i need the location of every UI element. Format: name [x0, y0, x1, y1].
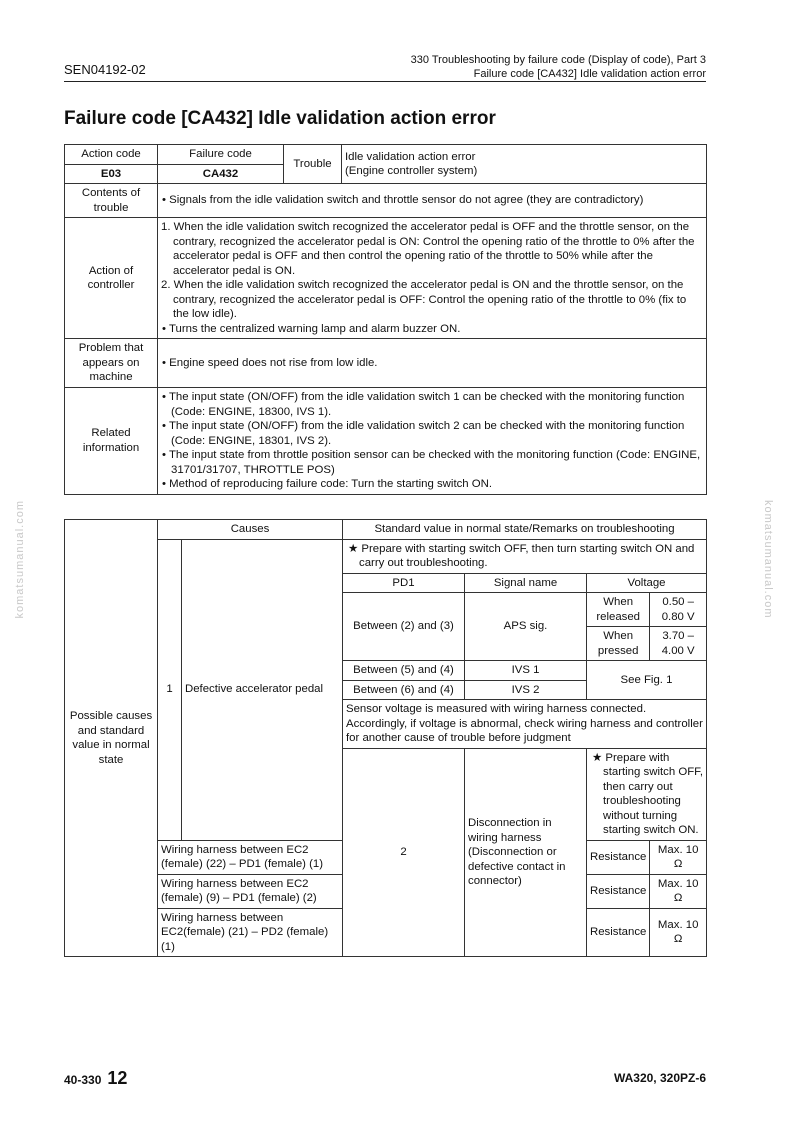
- problem-cell: [158, 339, 707, 388]
- failure-info-table: [64, 144, 707, 495]
- cause-2-note: [587, 748, 707, 840]
- page-number: [64, 1068, 127, 1089]
- cause-2-name: Disconnection in wiring harness (Disconnection or defective contact in connector): [465, 748, 587, 957]
- action-cell: [158, 218, 707, 339]
- related-cell: [158, 388, 707, 495]
- action-bullet-text: Turns the centralized warning lamp and alarm buzzer ON.: [168, 322, 461, 335]
- trouble-text: [342, 145, 707, 184]
- signal-aps: APS sig.: [465, 593, 587, 661]
- header-section-title: 330 Troubleshooting by failure code (Display of code), Part 3: [410, 54, 706, 66]
- cause-2-note-text: Prepare with starting switch OFF, then carry out troubleshooting without turning starting switch ON.: [603, 751, 704, 836]
- harness-row-1-value: Max. 10 Ω: [650, 840, 707, 874]
- related-item-4: • Method of reproducing failure code: Turn the starting switch ON.: [162, 478, 493, 490]
- see-fig-1: See Fig. 1: [587, 661, 707, 700]
- related-item-3: • The input state from throttle position sensor can be checked with the monitoring function (Code: ENGINE, 31701/31707, THROTTLE POS): [162, 449, 701, 476]
- col-signal-header: Signal name: [465, 573, 587, 593]
- action-code-value: E03: [65, 164, 158, 184]
- related-text-1: The input state (ON/OFF) from the idle validation switch 1 can be checked with the monitoring function (Code: ENGINE, 18300, IVS 1).: [168, 391, 685, 418]
- watermark-left: komatsumanual.com: [14, 500, 26, 619]
- harness-row-3-item: Wiring harness between EC2(female) (21) – PD2 (female) (1): [158, 908, 343, 957]
- signal-ivs1: IVS 1: [465, 661, 587, 681]
- cause-2-note-item: ★ Prepare with starting switch OFF, then carry out troubleshooting without turning starting switch ON.: [592, 751, 704, 836]
- contents-text: Signals from the idle validation switch and throttle sensor do not agree (they are contradictory): [169, 194, 644, 207]
- action-item-1: 1. When the idle validation switch recognized the accelerator pedal is OFF and the throttle sensor, on the contrary, recognized the accelerator pedal is ON: Control the opening ratio of the throttle to 0% after the accelerator pedal is OFF and then control the opening ratio of the throttle to 50% while after the accelerator pedal is ON.: [161, 221, 695, 277]
- failure-code-label: Failure code: [158, 145, 284, 165]
- action-item-2: 2. When the idle validation switch recognized the accelerator pedal is ON and the throttle sensor, on the contrary, recognized the accelerator pedal is OFF: Control the opening ratio of the throttle to 0% (fix to the low idle).: [161, 279, 687, 320]
- related-item-2: • The input state (ON/OFF) from the idle validation switch 2 can be checked with the monitoring function (Code: ENGINE, 18301, IVS 2).: [162, 420, 685, 447]
- trouble-label: Trouble: [284, 145, 342, 184]
- possible-causes-label: Possible causes and standard value in normal state: [65, 520, 158, 957]
- action-code-label: Action code: [65, 145, 158, 165]
- causes-table: [64, 519, 707, 957]
- cause-1-note-item: ★ Prepare with starting switch OFF, then turn starting switch ON and carry out troubleshooting.: [348, 542, 695, 569]
- trouble-line-1: Idle validation action error: [345, 150, 476, 163]
- cause-1-number: 1: [158, 539, 182, 840]
- header-rule: [64, 81, 706, 82]
- problem-label: Problem that appears on machine: [65, 339, 158, 388]
- harness-row-2-item: Wiring harness between EC2 (female) (9) – PD1 (female) (2): [158, 874, 343, 908]
- problem-text: Engine speed does not rise from low idle.: [169, 356, 378, 369]
- watermark-right: komatsumanual.com: [762, 500, 774, 619]
- related-label: Related information: [65, 388, 158, 495]
- cause-2-number: 2: [343, 748, 465, 957]
- trouble-line-2: (Engine controller system): [345, 165, 478, 177]
- harness-row-2-value: Max. 10 Ω: [650, 874, 707, 908]
- contents-item: • Signals from the idle validation switch and throttle sensor do not agree (they are contradictory): [162, 194, 644, 207]
- harness-row-1-item: Wiring harness between EC2 (female) (22) – PD1 (female) (1): [158, 840, 343, 874]
- related-text-2: The input state (ON/OFF) from the idle validation switch 2 can be checked with the monitoring function (Code: ENGINE, 18301, IVS 2).: [168, 420, 685, 447]
- cause-1-note: [343, 539, 707, 573]
- cause-1-remark: Sensor voltage is measured with wiring harness connected. Accordingly, if voltage is abnormal, check wiring harness and controller for another cause of trouble before judgment: [343, 700, 707, 749]
- page-no: 12: [107, 1068, 128, 1088]
- related-item-1: • The input state (ON/OFF) from the idle validation switch 1 can be checked with the monitoring function (Code: ENGINE, 18300, IVS 1).: [162, 391, 685, 418]
- when-pressed-label: When pressed: [587, 627, 650, 661]
- header-subsection-title: Failure code [CA432] Idle validation action error: [473, 68, 706, 80]
- pd1-between-6-4: Between (6) and (4): [343, 680, 465, 700]
- failure-code-value: CA432: [158, 164, 284, 184]
- contents-label: Contents of trouble: [65, 184, 158, 218]
- harness-row-3-value: Max. 10 Ω: [650, 908, 707, 957]
- contents-cell: [158, 184, 707, 218]
- cause-1-note-text: Prepare with starting switch OFF, then turn starting switch ON and carry out troubleshooting.: [359, 542, 695, 569]
- problem-item: • Engine speed does not rise from low idle.: [162, 356, 378, 369]
- when-released-label: When released: [587, 593, 650, 627]
- related-text-4: Method of reproducing failure code: Turn the starting switch ON.: [169, 478, 493, 490]
- header-section: [411, 53, 706, 81]
- harness-row-2-check: Resistance: [587, 874, 650, 908]
- harness-row-1-check: Resistance: [587, 840, 650, 874]
- action-label: Action of controller: [65, 218, 158, 339]
- released-voltage: 0.50 – 0.80 V: [650, 593, 707, 627]
- pd1-between-2-3: Between (2) and (3): [343, 593, 465, 661]
- signal-ivs2: IVS 2: [465, 680, 587, 700]
- harness-row-3-check: Resistance: [587, 908, 650, 957]
- page-title: Failure code [CA432] Idle validation action error: [64, 108, 496, 129]
- standard-header: Standard value in normal state/Remarks on troubleshooting: [343, 520, 707, 540]
- related-text-3: The input state from throttle position sensor can be checked with the monitoring function (Code: ENGINE, 31701/31707, THROTTLE POS): [168, 449, 701, 476]
- col-pd1-header: PD1: [343, 573, 465, 593]
- col-voltage-header: Voltage: [587, 573, 707, 593]
- pressed-voltage: 3.70 – 4.00 V: [650, 627, 707, 661]
- page-prefix: 40-330: [64, 1073, 102, 1087]
- doc-id: SEN04192-02: [64, 62, 146, 77]
- causes-header: Causes: [158, 520, 343, 540]
- cause-1-name: Defective accelerator pedal: [182, 539, 343, 840]
- action-bullet: • Turns the centralized warning lamp and alarm buzzer ON.: [162, 322, 461, 335]
- pd1-between-5-4: Between (5) and (4): [343, 661, 465, 681]
- model-name: WA320, 320PZ-6: [613, 1071, 706, 1085]
